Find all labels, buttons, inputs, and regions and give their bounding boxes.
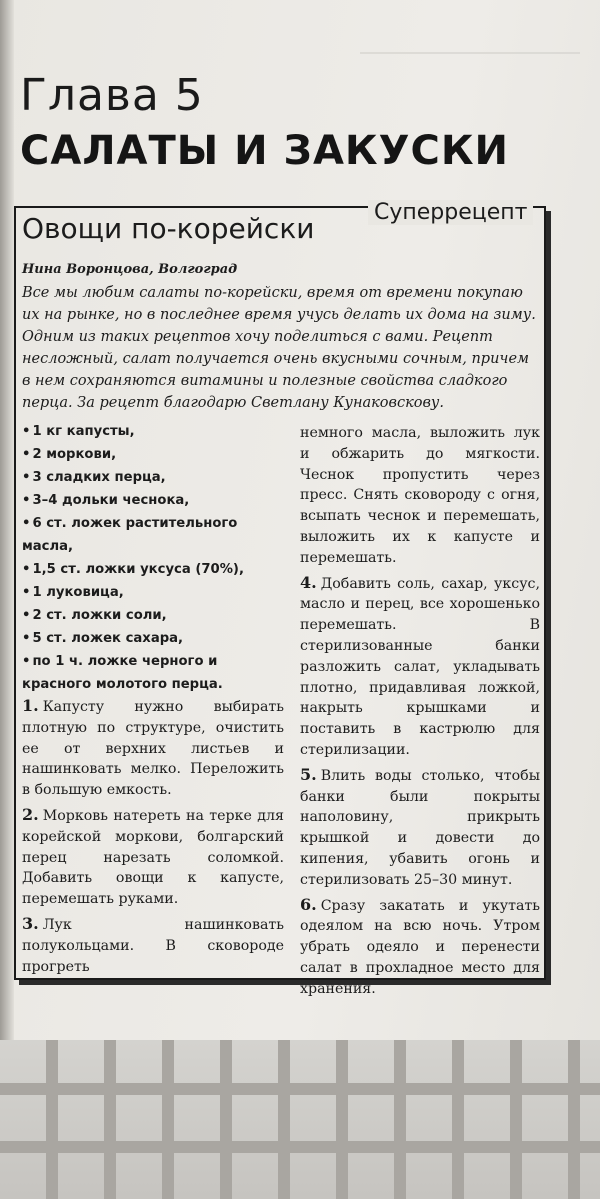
step-text: Морковь натереть на терке для корейской моркови, болгарский перец нарезать соломкой. Добавить овощи к капусте, перемешать руками. bbox=[22, 807, 284, 908]
step-text: Влить воды столько, чтобы банки были покрыты наполовину, прикрыть крышкой и довести до кипения, убавить огонь и стерилизовать 25–30 минут. bbox=[300, 767, 540, 888]
recipe-title: Овощи по-корейски bbox=[22, 212, 315, 245]
recipe-step bbox=[300, 895, 540, 1000]
step-text: Лук нашинковать полукольцами. В сковороде прогреть bbox=[22, 916, 284, 975]
chapter-heading: Глава 5 bbox=[20, 70, 204, 121]
ingredient-item: • 1 кг капусты, bbox=[22, 420, 284, 443]
recipe-step bbox=[22, 696, 284, 801]
recipe-step bbox=[22, 805, 284, 910]
step-text: немного масла, выложить лук и обжарить до мягкости. Чеснок пропустить через пресс. Снять сковороду с огня, всыпать чеснок и перемешать, выложить их к капусте и перемешать. bbox=[300, 425, 540, 566]
book-spine-shadow bbox=[0, 0, 14, 1040]
step-number: 3. bbox=[22, 913, 39, 933]
ingredient-item: • 2 ст. ложки соли, bbox=[22, 604, 284, 627]
ingredient-item: • по 1 ч. ложке черного и красного молотого перца. bbox=[22, 650, 284, 696]
step-number: 6. bbox=[300, 894, 317, 914]
step-number: 2. bbox=[22, 804, 39, 824]
step-number: 1. bbox=[22, 696, 39, 715]
recipe-author: Нина Воронцова, Волгоград bbox=[22, 262, 238, 277]
step-text: Капусту нужно выбирать плотную по структуре, очистить ее от верхних листьев и нашинковать мелко. Переложить в большую емкость. bbox=[22, 699, 284, 799]
step-text: Добавить соль, сахар, уксус, масло и перец, все хорошенько перемешать. В стерилизованные банки разложить салат, укладывать плотно, придавливая ложкой, накрыть крышками и поставить в кастрюлю для стерилизации. bbox=[300, 575, 540, 758]
right-column bbox=[300, 423, 540, 1004]
ingredient-item: • 1 луковица, bbox=[22, 581, 284, 604]
bleed-through-text bbox=[360, 28, 580, 54]
step-number: 5. bbox=[300, 764, 317, 784]
recipe-step bbox=[300, 765, 540, 891]
recipe-step-continued bbox=[300, 423, 540, 569]
ingredient-item: • 5 ст. ложек сахара, bbox=[22, 627, 284, 650]
step-number: 4. bbox=[300, 572, 317, 592]
step-text: Сразу закатать и укутать одеялом на всю ночь. Утром убрать одеяло и перенести салат в прохладное место для хранения. bbox=[300, 897, 540, 997]
super-recipe-badge: Суперрецепт bbox=[368, 200, 533, 225]
ingredient-item: • 1,5 ст. ложки уксуса (70%), bbox=[22, 558, 284, 581]
ingredient-item: • 3 сладких перца, bbox=[22, 466, 284, 489]
ingredient-item: • 2 моркови, bbox=[22, 443, 284, 466]
recipe-step bbox=[22, 914, 284, 977]
ingredient-item: • 6 ст. ложек растительного масла, bbox=[22, 512, 284, 558]
ingredient-item: • 3–4 дольки чеснока, bbox=[22, 489, 284, 512]
left-column bbox=[22, 420, 284, 981]
recipe-intro: Все мы любим салаты по-корейски, время от времени покупаю их на рынке, но в последнее время учусь делать их дома на зиму. Одним из таких рецептов хочу поделиться с вами. Рецепт несложный, салат получается очень вкусными сочным, причем в нем сохраняются витамины и полезные свойства сладкого перца. За рецепт благодарю Светлану Кунаковскову. bbox=[22, 285, 536, 411]
ingredients-list bbox=[22, 420, 284, 696]
section-heading: САЛАТЫ И ЗАКУСКИ bbox=[20, 128, 509, 174]
recipe-step bbox=[300, 573, 540, 761]
